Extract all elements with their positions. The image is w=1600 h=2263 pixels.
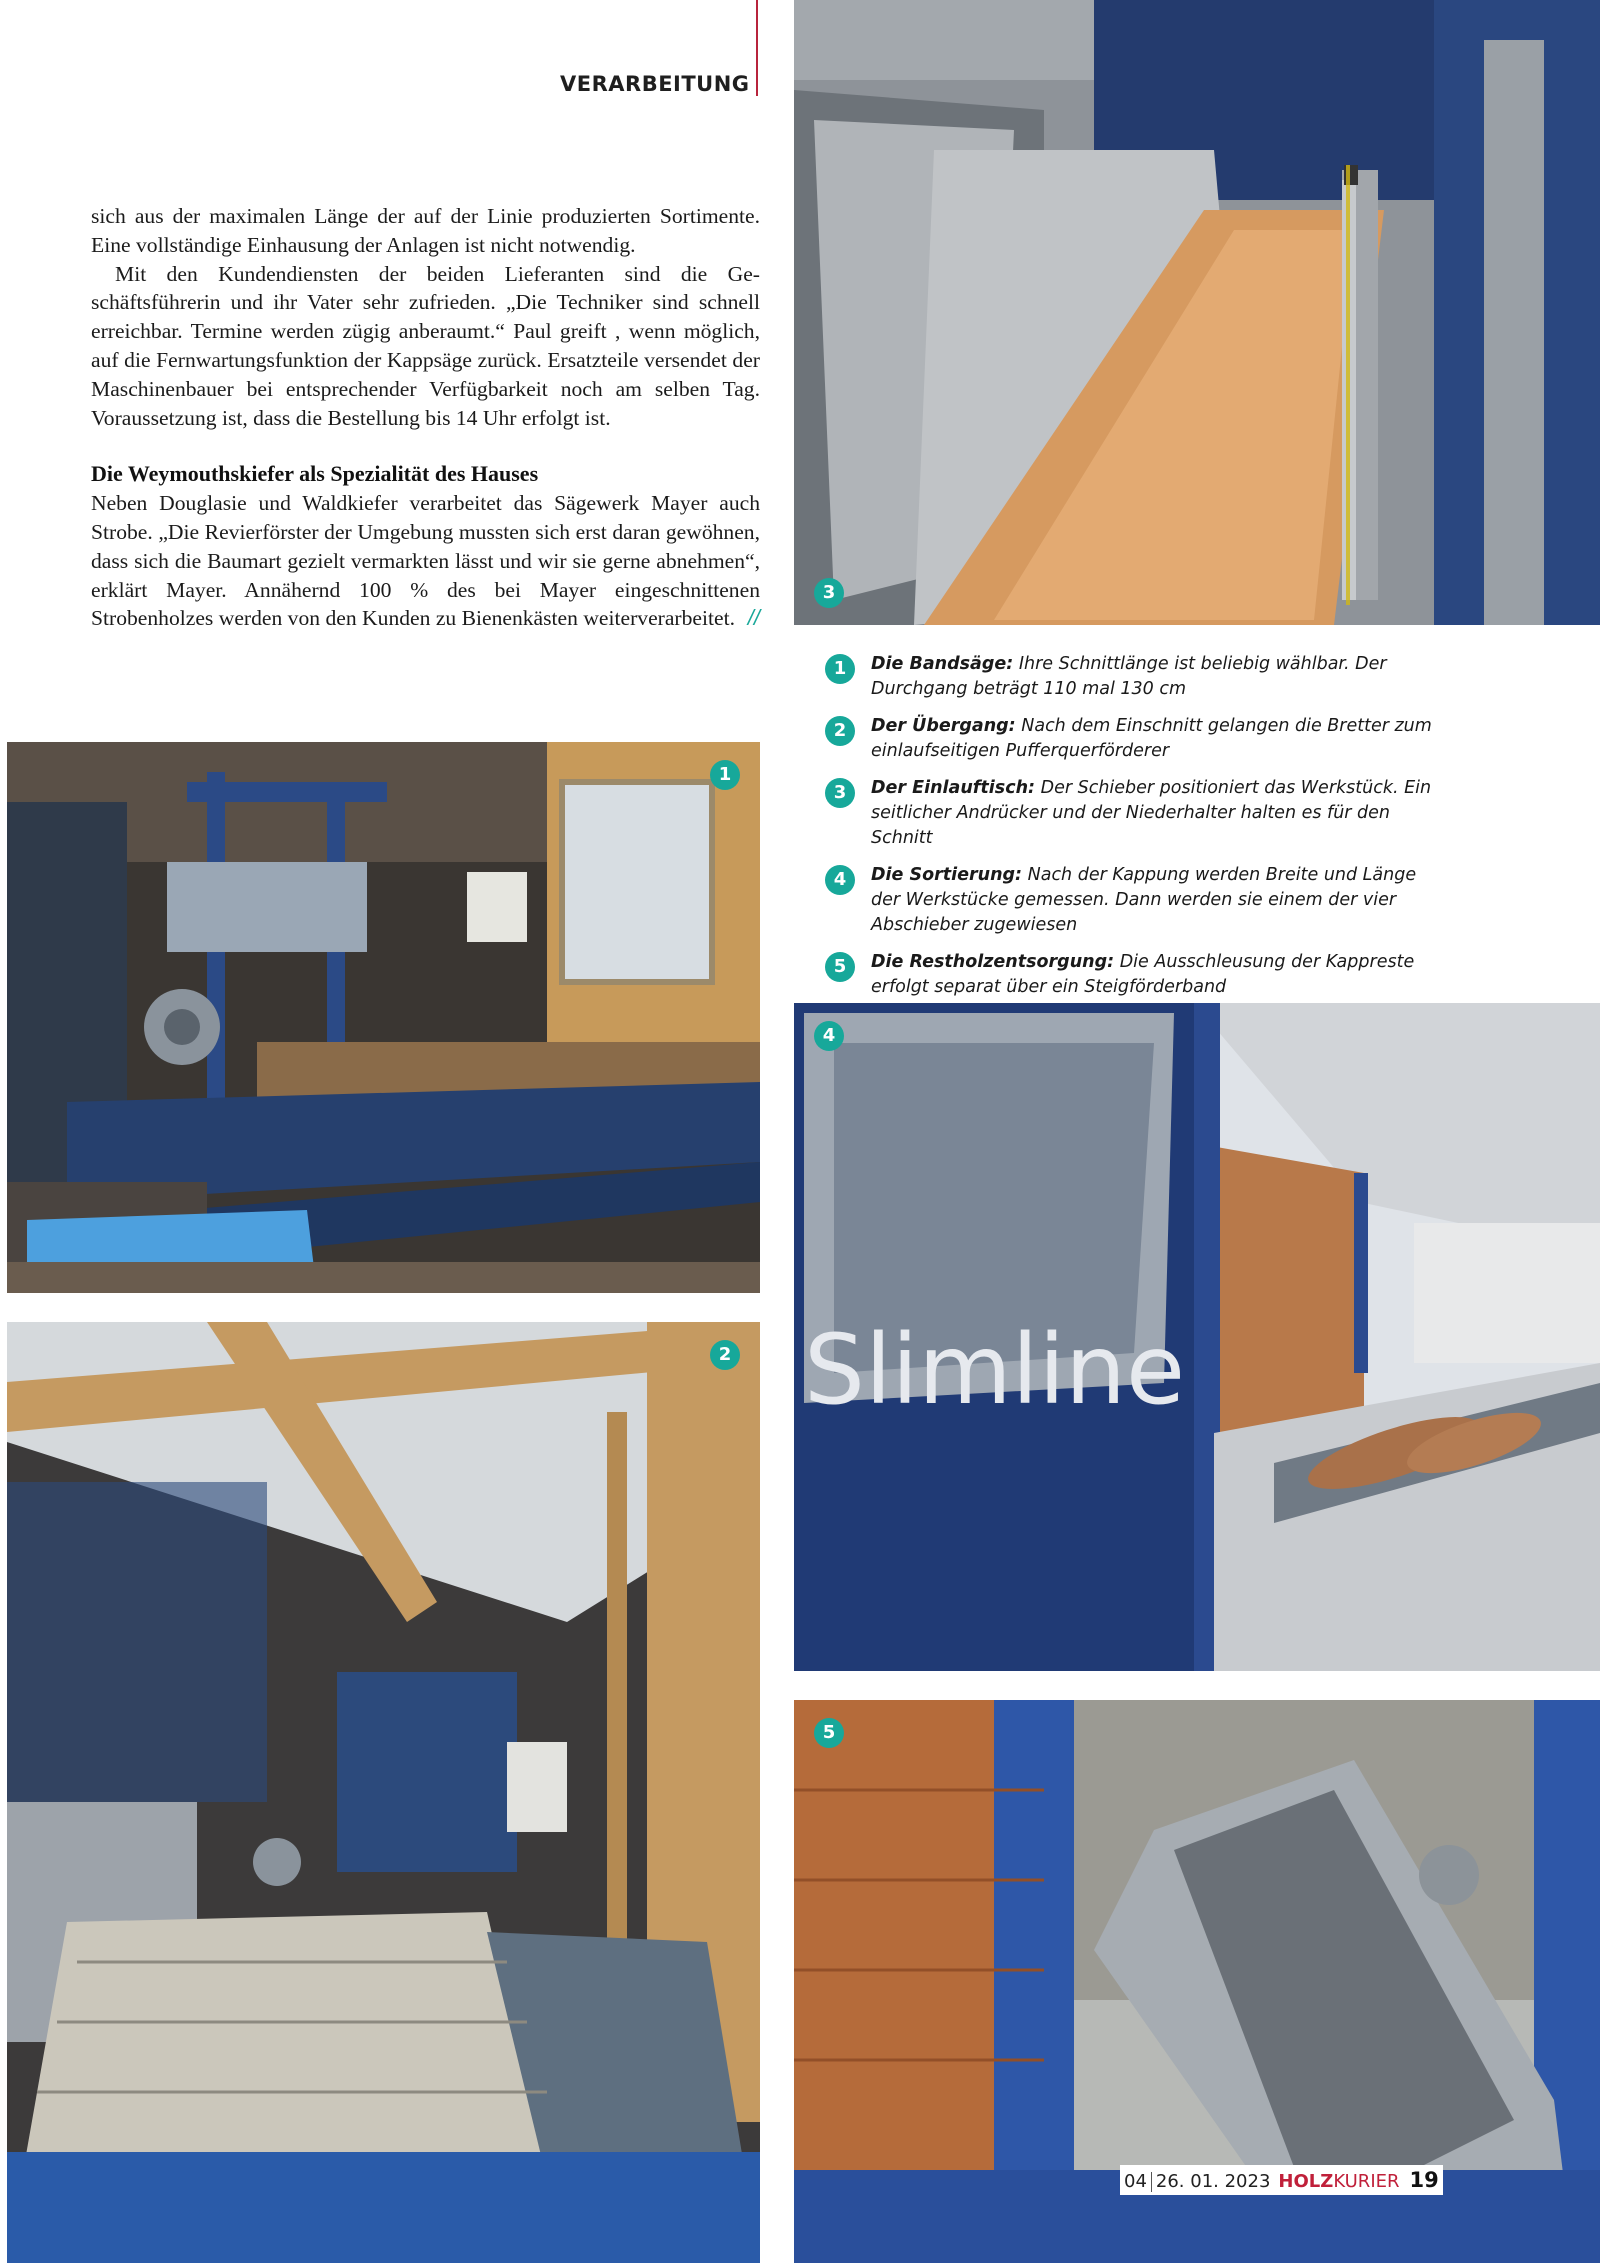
footer-brand-light: KURIER	[1333, 2171, 1400, 2192]
photo-infeed-image	[794, 0, 1600, 625]
caption-1-text: Ihre Schnittlänge ist beliebig wählbar. Der Durchgang beträgt 110 mal 130 cm	[871, 654, 1387, 699]
footer-brand-bold: HOLZ	[1278, 2171, 1334, 2192]
photo-bandsaw-image	[7, 742, 760, 1293]
footer-date: 26. 01. 2023	[1155, 2171, 1271, 2192]
caption-4-text: Nach der Kappung werden Breite und Länge der Werkstücke gemessen. Dann werden sie einem der vier Abschieber zugewiesen	[871, 865, 1417, 935]
caption-4	[825, 863, 1445, 938]
caption-1	[825, 652, 1445, 702]
caption-5-number: 5	[825, 952, 855, 982]
paragraph-1: sich aus der maximalen Länge der auf der Linie produzierten Sortimente. Eine vollständige Einhausung der Anlagen ist nicht notwendig.	[91, 204, 760, 257]
caption-3-number: 3	[825, 778, 855, 808]
photo-transfer-image	[7, 1322, 760, 2263]
caption-5-text: Die Ausschleusung der Kappreste erfolgt separat über ein Steigförderband	[871, 952, 1415, 997]
caption-3-text: Der Schieber positioniert das Werkstück. Ein seitlicher Andrücker und der Niederhalter halten es für den Schnitt	[871, 778, 1432, 848]
photo-transfer	[7, 1322, 760, 2263]
caption-1-number: 1	[825, 654, 855, 684]
caption-2-title: Der Übergang:	[871, 716, 1016, 736]
footer-separator	[1151, 2172, 1152, 2192]
photo-2-badge: 2	[710, 1340, 740, 1370]
footer-issue: 04	[1124, 2171, 1147, 2192]
photo-sorting-image	[794, 1003, 1600, 1671]
caption-1-title: Die Bandsäge:	[871, 654, 1014, 674]
caption-2-text: Nach dem Einschnitt gelangen die Bretter zum einlaufseitigen Pufferquerförderer	[871, 716, 1432, 761]
caption-3-title: Der Einlauftisch:	[871, 778, 1036, 798]
photo-sorting	[794, 1003, 1600, 1671]
photo-bandsaw	[7, 742, 760, 1293]
section-label: VERARBEITUNG	[560, 72, 750, 96]
caption-4-number: 4	[825, 865, 855, 895]
page-number: 19	[1409, 2168, 1439, 2192]
paragraph-2: Mit den Kundendiensten der beiden Lieferanten sind die Geschäftsführerin und ihr Vater sehr zufrieden. „Die Techniker sind schnell erreichbar. Termine werden zügig anberaumt.“ Paul greift , wenn möglich, auf die Fernwartungsfunktion der Kappsäge zurück. Ersatzteile versendet der Maschinenbauer bei entsprechender Verfügbarkeit noch am selben Tag. Voraussetzung ist, dass die Bestellung bis 14 Uhr erfolgt ist.	[91, 261, 760, 430]
slimline-label: Slimline	[804, 1314, 1186, 1426]
article-body	[91, 202, 760, 633]
photo-captions	[825, 652, 1445, 1012]
photo-4-badge: 4	[814, 1021, 844, 1051]
caption-4-title: Die Sortierung:	[871, 865, 1023, 885]
caption-2	[825, 714, 1445, 764]
caption-5-title: Die Restholzentsorgung:	[871, 952, 1115, 972]
caption-2-number: 2	[825, 716, 855, 746]
section-rule	[756, 0, 758, 96]
caption-3	[825, 776, 1445, 851]
photo-infeed-table	[794, 0, 1600, 625]
photo-1-badge: 1	[710, 760, 740, 790]
page-footer	[1120, 2165, 1443, 2195]
subheading: Die Weymouthskiefer als Spezialität des Hauses	[91, 461, 539, 487]
photo-3-badge: 3	[814, 578, 844, 608]
photo-5-badge: 5	[814, 1718, 844, 1748]
end-mark: //	[747, 605, 760, 631]
caption-5	[825, 950, 1445, 1000]
paragraph-3-text: Neben Douglasie und Waldkiefer verarbeitet das Sägewerk Mayer auch Strobe. „Die Revierförster der Umgebung mussten sich erst daran gewöhnen, dass sich die Baumart gezielt vermarkten lässt und wir sie gerne abnehmen“, erklärt Mayer. Annähernd 100 % des bei Mayer eingeschnittenen Strobenholzes werden von den Kunden zu Bienenkästen weiterverarbeitet.	[91, 491, 760, 631]
paragraph-3	[91, 489, 760, 633]
